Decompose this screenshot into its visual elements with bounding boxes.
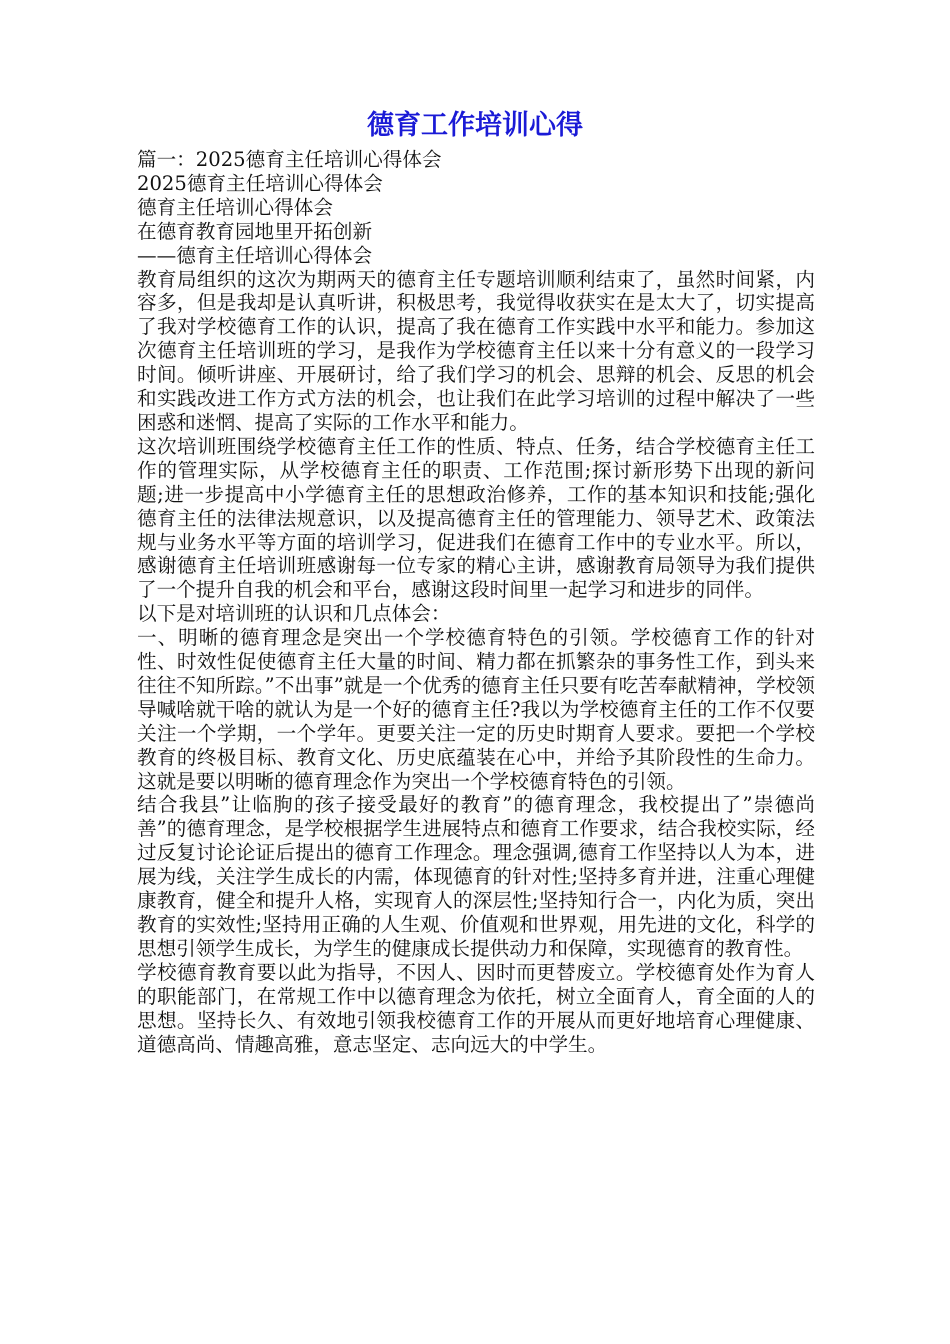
header-line: 2025德育主任培训心得体会 <box>137 171 383 195</box>
paragraph: 这次培训班围绕学校德育主任工作的性质、特点、任务，结合学校德育主任工作的管理实际，从学校德育主任的职责、工作范围;探讨新形势下出现的新问题;进一步提高中小学德育主任的思想政治修养，工作的基本知识和技能;强化德育主任的法律法规意识，以及提高德育主任的管理能力、领导艺术、政策法规与业务水平等方面的培训学习，促进我们在德育工作中的专业水平。所以，感谢德育主任培训班感谢每一位专家的精心主讲，感谢教育局领导为我们提供了一个提升自我的机会和平台，感谢这段时间里一起学习和进步的同伴。 <box>137 434 815 602</box>
document-title: 德育工作培训心得 <box>367 110 583 141</box>
header-line: 在德育教育园地里开拓创新 <box>137 219 373 243</box>
paragraph: 学校德育教育要以此为指导，不因人、因时而更替废立。学校德育处作为育人的职能部门，在常规工作中以德育理念为依托，树立全面育人，育全面的人的思想。坚持长久、有效地引领我校德育工作的开展从而更好地培育心理健康、道德高尚、情趣高雅，意志坚定、志向远大的中学生。 <box>137 960 815 1056</box>
header-line: ——德育主任培训心得体会 <box>137 243 373 267</box>
paragraph: 一、明晰的德育理念是突出一个学校德育特色的引领。学校德育工作的针对性、时效性促使德育主任大量的时间、精力都在抓繁杂的事务性工作，到头来往往不知所踪。”不出事”就是一个优秀的德育主任只要有吃苦奉献精神，学校领导喊啥就干啥的就认为是一个好的德育主任?我以为学校德育主任的工作不仅要关注一个学期，一个学年。更要关注一定的历史时期育人要求。要把一个学校教育的终极目标、教育文化、历史底蕴装在心中，并给予其阶段性的生命力。这就是要以明晰的德育理念作为突出一个学校德育特色的引领。 <box>137 626 815 793</box>
header-line: 德育主任培训心得体会 <box>137 195 333 219</box>
paragraph: 教育局组织的这次为期两天的德育主任专题培训顺利结束了，虽然时间紧，内容多，但是我却是认真听讲，积极思考，我觉得收获实在是太大了，切实提高了我对学校德育工作的认识，提高了我在德育工作实践中水平和能力。参加这次德育主任培训班的学习，是我作为学校德育主任以来十分有意义的一段学习时间。倾听讲座、开展研讨，给了我们学习的机会、思辩的机会、反思的机会和实践改进工作方式方法的机会，也让我们在此学习培训的过程中解决了一些困惑和迷惘、提高了实际的工作水平和能力。 <box>137 267 815 434</box>
document-body <box>137 148 815 1056</box>
paragraph: 结合我县”让临朐的孩子接受最好的教育”的德育理念，我校提出了”崇德尚善”的德育理念，是学校根据学生进展特点和德育工作要求，结合我校实际，经过反复讨论论证后提出的德育工作理念。理念强调,德育工作坚持以人为本，进展为线，关注学生成长的内需，体现德育的针对性;坚持多育并进，注重心理健康教育，健全和提升人格，实现育人的深层性;坚持知行合一，内化为质，突出教育的实效性;坚持用正确的人生观、价值观和世界观，用先进的文化，科学的思想引领学生成长，为学生的健康成长提供动力和保障，实现德育的教育性。 <box>137 793 815 960</box>
paragraph: 以下是对培训班的认识和几点体会： <box>137 602 451 626</box>
header-line: 篇一：2025德育主任培训心得体会 <box>137 148 442 171</box>
